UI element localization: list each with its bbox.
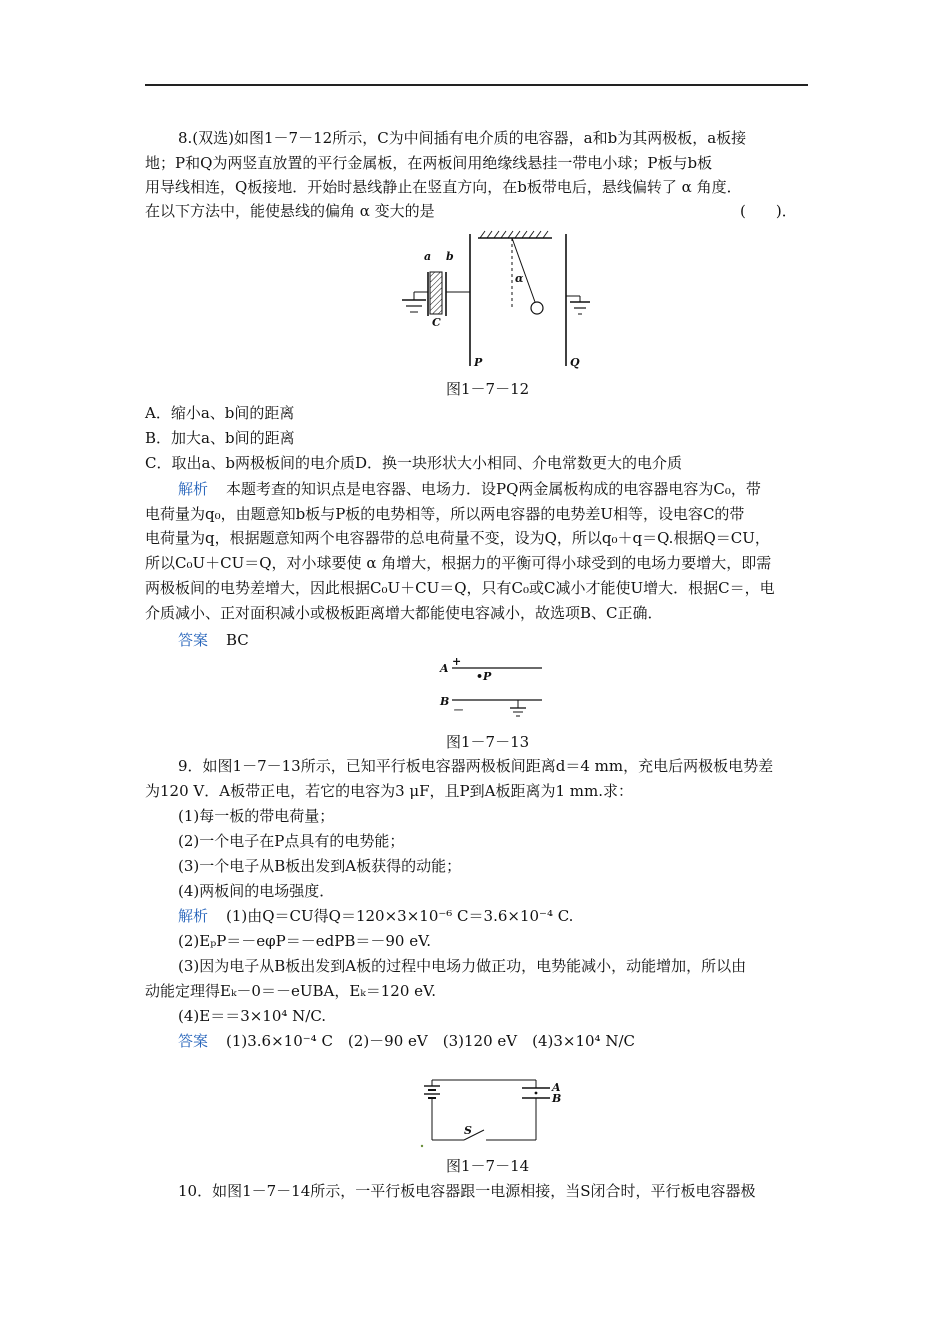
q8-answer-blank: ( )．: [740, 202, 797, 220]
fig14-label-a: A: [552, 1081, 561, 1094]
figure-1-7-13-caption: 图1－7－13: [446, 733, 530, 751]
fig12-label-b: b: [446, 250, 454, 263]
q9-part-2: (2)一个电子在P点具有的电势能；: [178, 832, 405, 850]
q9-analysis-line-1: (1)由Q＝CU得Q＝120×3×10⁻⁶ C＝3.6×10⁻⁴ C.: [226, 907, 574, 925]
figure-1-7-14-caption: 图1－7－14: [446, 1157, 530, 1175]
header-rule: [145, 84, 808, 86]
q10-line-1: 10．如图1－7－14所示，一平行板电容器跟一电源相接，当S闭合时，平行板电容器极: [178, 1182, 756, 1200]
q9-analysis-tag: 解析: [178, 907, 209, 925]
q9-analysis-line-4: 动能定理得Eₖ－0＝－eUBA，Eₖ＝120 eV.: [145, 982, 437, 1000]
q8-option-b: B．加大a、b间的距离: [145, 429, 295, 447]
q8-analysis-line-2: 电荷量为q₀，由题意知b板与P板的电势相等，所以两电容器的电势差U相等，设电容C的带: [145, 505, 745, 523]
q9-part-4: (4)两板间的电场强度．: [178, 882, 335, 900]
q8-analysis-line-6: 介质减小、正对面积减小或极板距离增大都能使电容减小，故选项B、C正确．: [145, 604, 663, 622]
q9-analysis-line-2: (2)EₚP＝－eφP＝－edPB＝－90 eV.: [178, 932, 432, 950]
fig12-label-p: P: [474, 356, 483, 369]
figure-1-7-14: [420, 1066, 580, 1148]
fig13-label-plus: +: [452, 655, 462, 668]
q8-line-2: 地；P和Q为两竖直放置的平行金属板，在两板间用绝缘线悬挂一带电小球；P板与b板: [145, 154, 713, 172]
q8-analysis-tag: 解析: [178, 480, 209, 498]
q9-part-3: (3)一个电子从B板出发到A板获得的动能；: [178, 857, 462, 875]
q8-answer: BC: [226, 631, 249, 649]
figure-1-7-12-caption: 图1－7－12: [446, 380, 530, 398]
q8-analysis-line-5: 两极板间的电势差增大，因此根据C₀U＋CU＝Q，只有C₀或C减小才能使U增大．根据C＝，电: [145, 579, 775, 597]
q9-line-2: 为120 V．A板带正电，若它的电容为3 μF，且P到A板距离为1 mm.求：: [145, 782, 633, 800]
fig13-label-p: •P: [476, 670, 492, 683]
q8-analysis-line-4: 所以C₀U＋CU＝Q，对小球要使 α 角增大，根据力的平衡可得小球受到的电场力要增大，即需: [145, 554, 772, 572]
fig12-label-a: a: [424, 250, 432, 263]
q8-answer-tag: 答案: [178, 631, 209, 649]
fig14-label-s: S: [464, 1124, 472, 1137]
fig13-label-b: B: [440, 695, 450, 708]
figure-1-7-12: [390, 226, 610, 376]
fig12-label-q: Q: [570, 356, 580, 369]
q8-line-3: 用导线相连，Q板接地．开始时悬线静止在竖直方向，在b板带电后，悬线偏转了 α 角度．: [145, 178, 742, 196]
q9-part-1: (1)每一板的带电荷量；: [178, 807, 335, 825]
q9-line-1: 9．如图1－7－13所示，已知平行板电容器两极板间距离d＝4 mm，充电后两极板电势差: [178, 757, 774, 775]
q8-line-4: 在以下方法中，能使悬线的偏角 α 变大的是: [145, 202, 435, 220]
q8-line-1: 8.(双选)如图1－7－12所示，C为中间插有电介质的电容器，a和b为其两极板，a板接: [178, 129, 747, 147]
fig12-label-alpha: α: [515, 272, 524, 285]
q9-analysis-line-5: (4)E＝＝3×10⁴ N/C.: [178, 1007, 327, 1025]
fig14-label-b: B: [552, 1092, 562, 1105]
q9-analysis-line-3: (3)因为电子从B板出发到A板的过程中电场力做正功，电势能减小，动能增加，所以由: [178, 957, 747, 975]
fig12-label-c: C: [432, 316, 441, 329]
q8-analysis-line-1: 本题考查的知识点是电容器、电场力．设PQ两金属板构成的电容器电容为C₀，带: [226, 480, 761, 498]
q9-answer: (1)3.6×10⁻⁴ C (2)－90 eV (3)120 eV (4)3×10⁴ N/C: [226, 1032, 635, 1050]
q8-option-a: A．缩小a、b间的距离: [145, 404, 295, 422]
q8-option-cd: C．取出a、b两极板间的电介质D．换一块形状大小相同、介电常数更大的电介质: [145, 454, 683, 472]
q9-answer-tag: 答案: [178, 1032, 209, 1050]
q8-analysis-line-3: 电荷量为q，根据题意知两个电容器带的总电荷量不变，设为Q，所以q₀＋q＝Q.根据Q＝CU，: [145, 529, 770, 547]
figure-1-7-13: [436, 656, 556, 722]
fig13-label-a: A: [440, 662, 449, 675]
fig13-label-minus: －: [452, 704, 463, 717]
